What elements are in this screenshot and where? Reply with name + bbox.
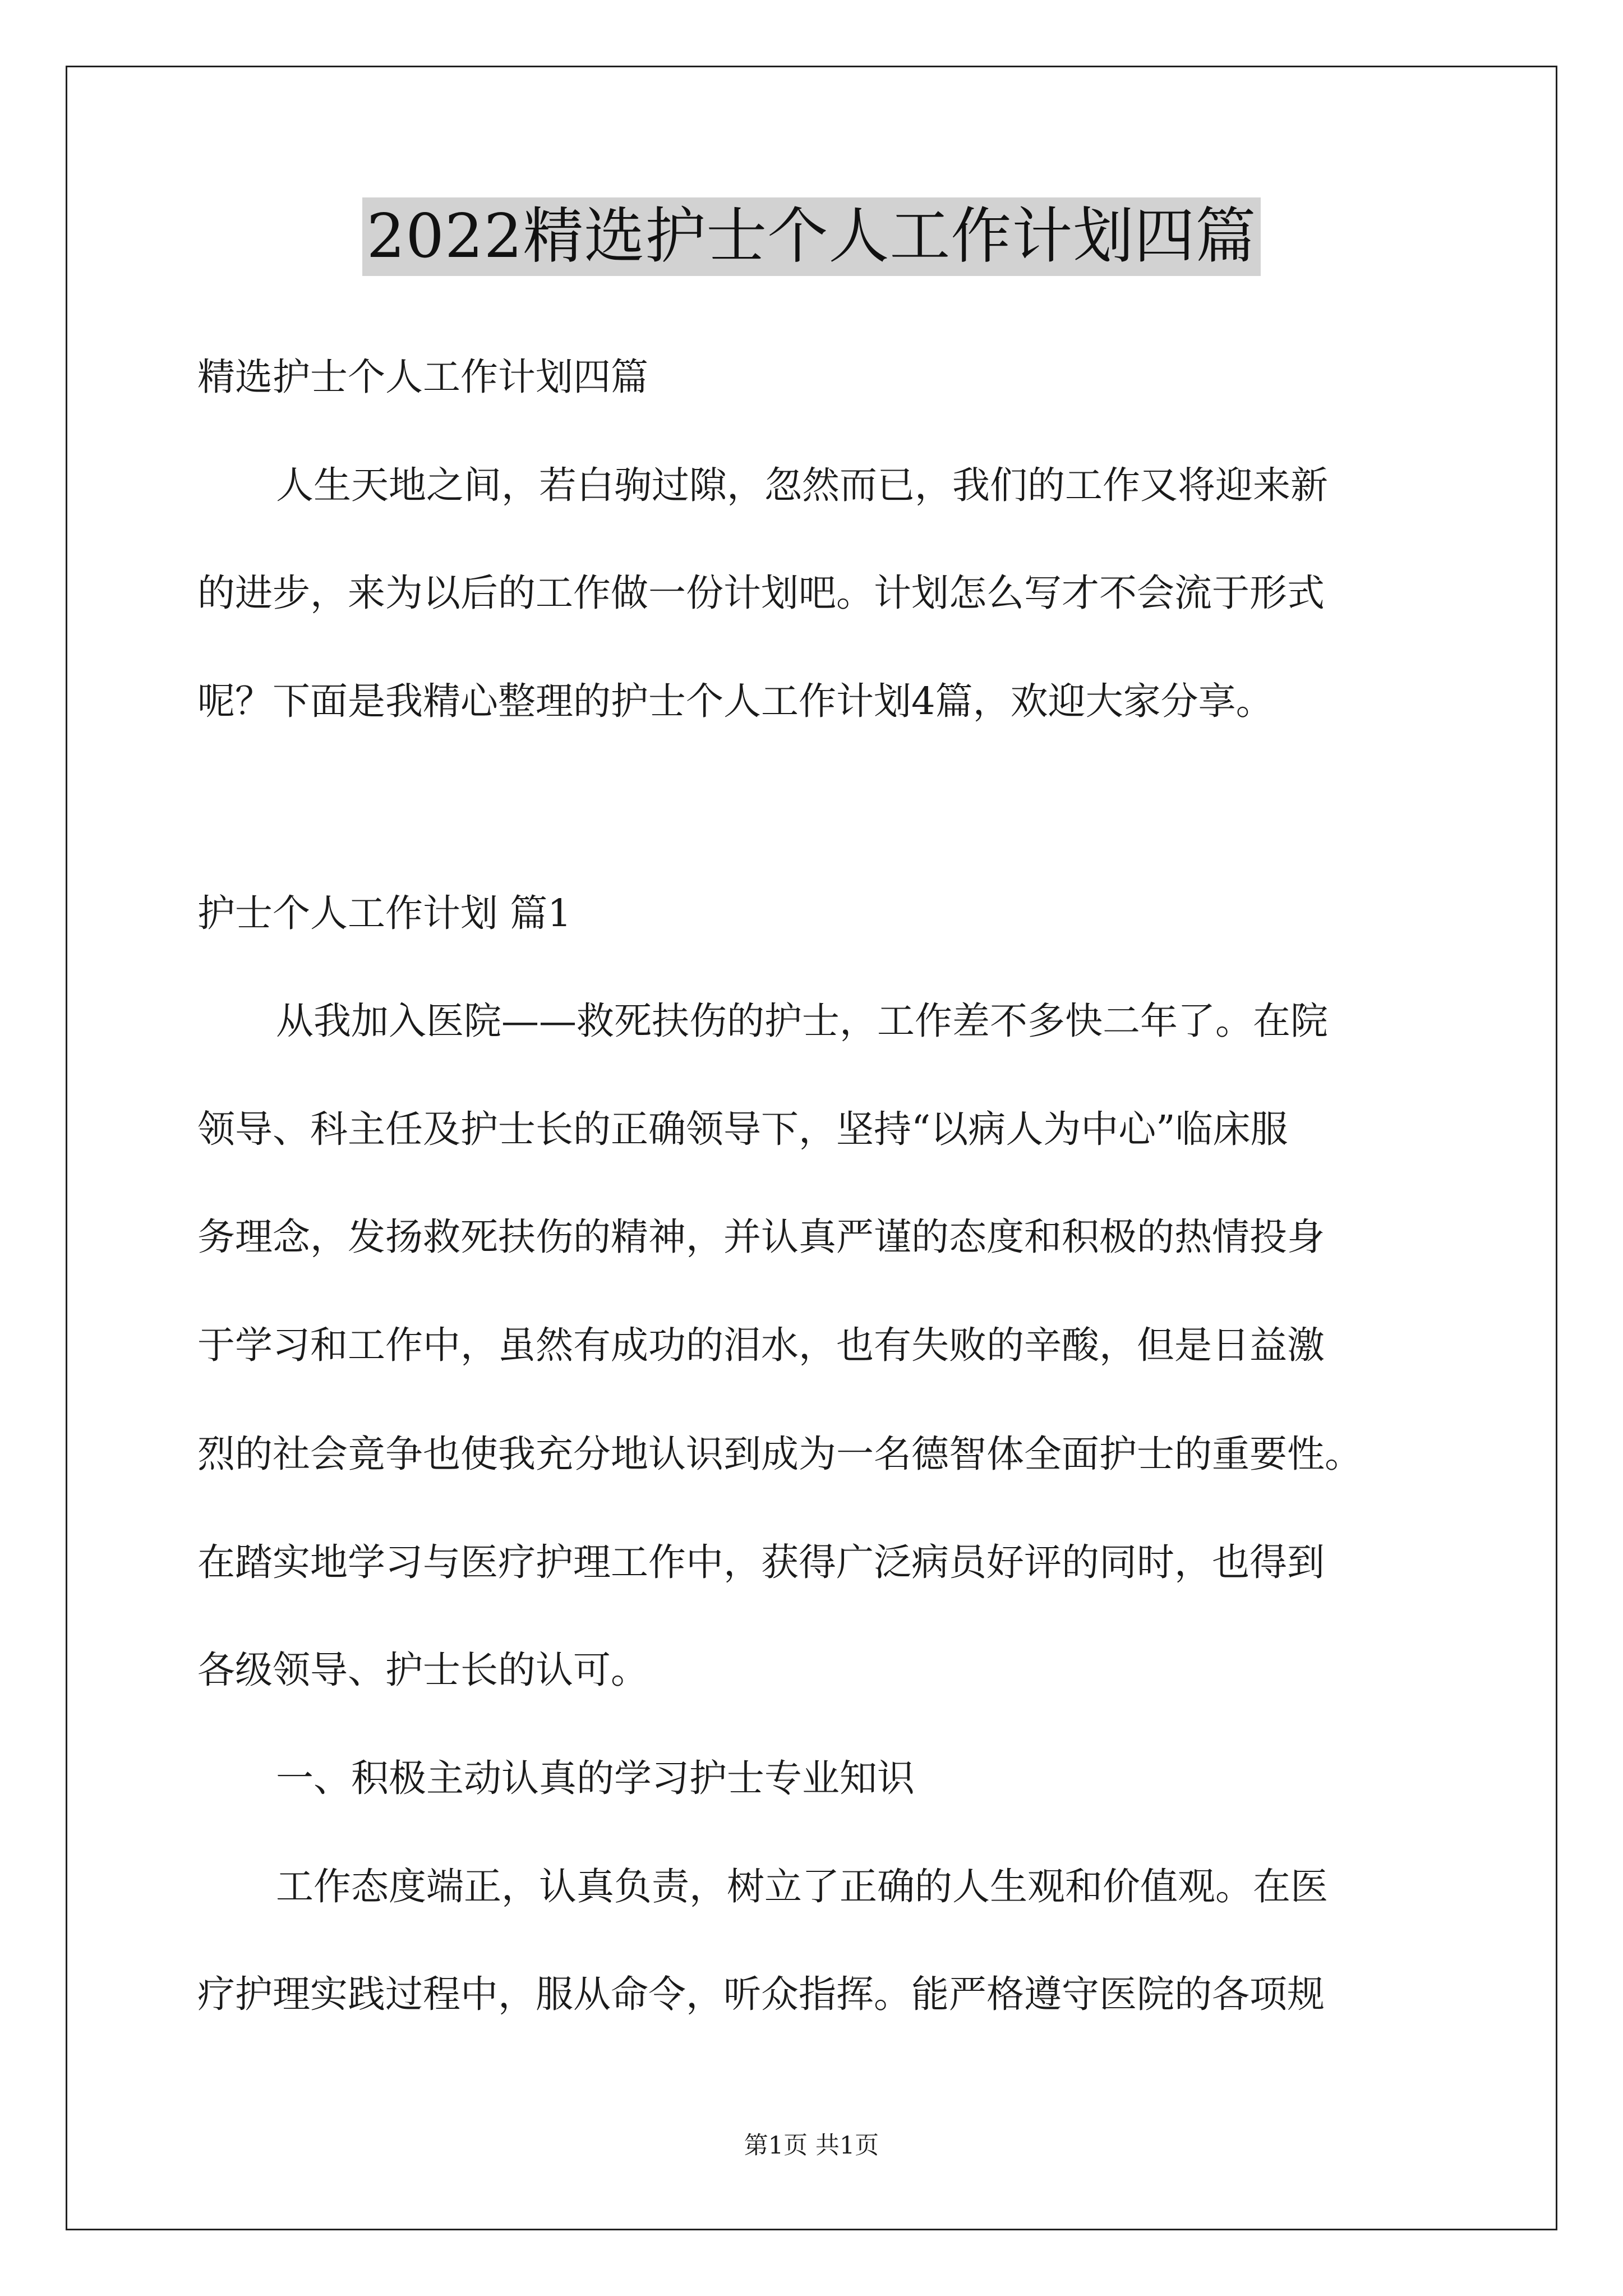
intro-line-1: 人生天地之间，若白驹过隙，忽然而已，我们的工作又将迎来新	[276, 463, 1328, 507]
point-heading: 一、积极主动认真的学习护士专业知识	[276, 1756, 915, 1800]
point-line-1: 工作态度端正，认真负责，树立了正确的人生观和价值观。在医	[276, 1865, 1328, 1908]
section-line-6: 在踏实地学习与医疗护理工作中，获得广泛病员好评的同时，也得到	[197, 1540, 1325, 1584]
document-title	[0, 197, 1623, 276]
section-line-5: 烈的社会竟争也使我充分地认识到成为一名德智体全面护士的重要性。	[197, 1432, 1362, 1476]
section-line-7: 各级领导、护士长的认可。	[197, 1648, 648, 1692]
section-line-4: 于学习和工作中，虽然有成功的泪水，也有失败的辛酸，但是日益激	[197, 1323, 1325, 1367]
intro-line-2: 的进步，来为以后的工作做一份计划吧。计划怎么写才不会流于形式	[197, 571, 1325, 615]
document-subtitle: 精选护士个人工作计划四篇	[197, 355, 648, 399]
section-heading: 护士个人工作计划 篇1	[197, 891, 571, 935]
section-line-3: 务理念，发扬救死扶伤的精神，并认真严谨的态度和积极的热情投身	[197, 1215, 1325, 1259]
document-title-text: 2022精选护士个人工作计划四篇	[362, 197, 1261, 276]
section-line-1: 从我加入医院——救死扶伤的护士，工作差不多快二年了。在院	[276, 999, 1328, 1043]
point-line-2: 疗护理实践过程中，服从命令，听众指挥。能严格遵守医院的各项规	[197, 1972, 1325, 2016]
page-footer: 第1页 共1页	[744, 2132, 879, 2160]
intro-line-3: 呢？下面是我精心整理的护士个人工作计划4篇，欢迎大家分享。	[197, 679, 1274, 723]
section-line-2: 领导、科主任及护士长的正确领导下，坚持“以病人为中心”临床服	[197, 1107, 1288, 1151]
